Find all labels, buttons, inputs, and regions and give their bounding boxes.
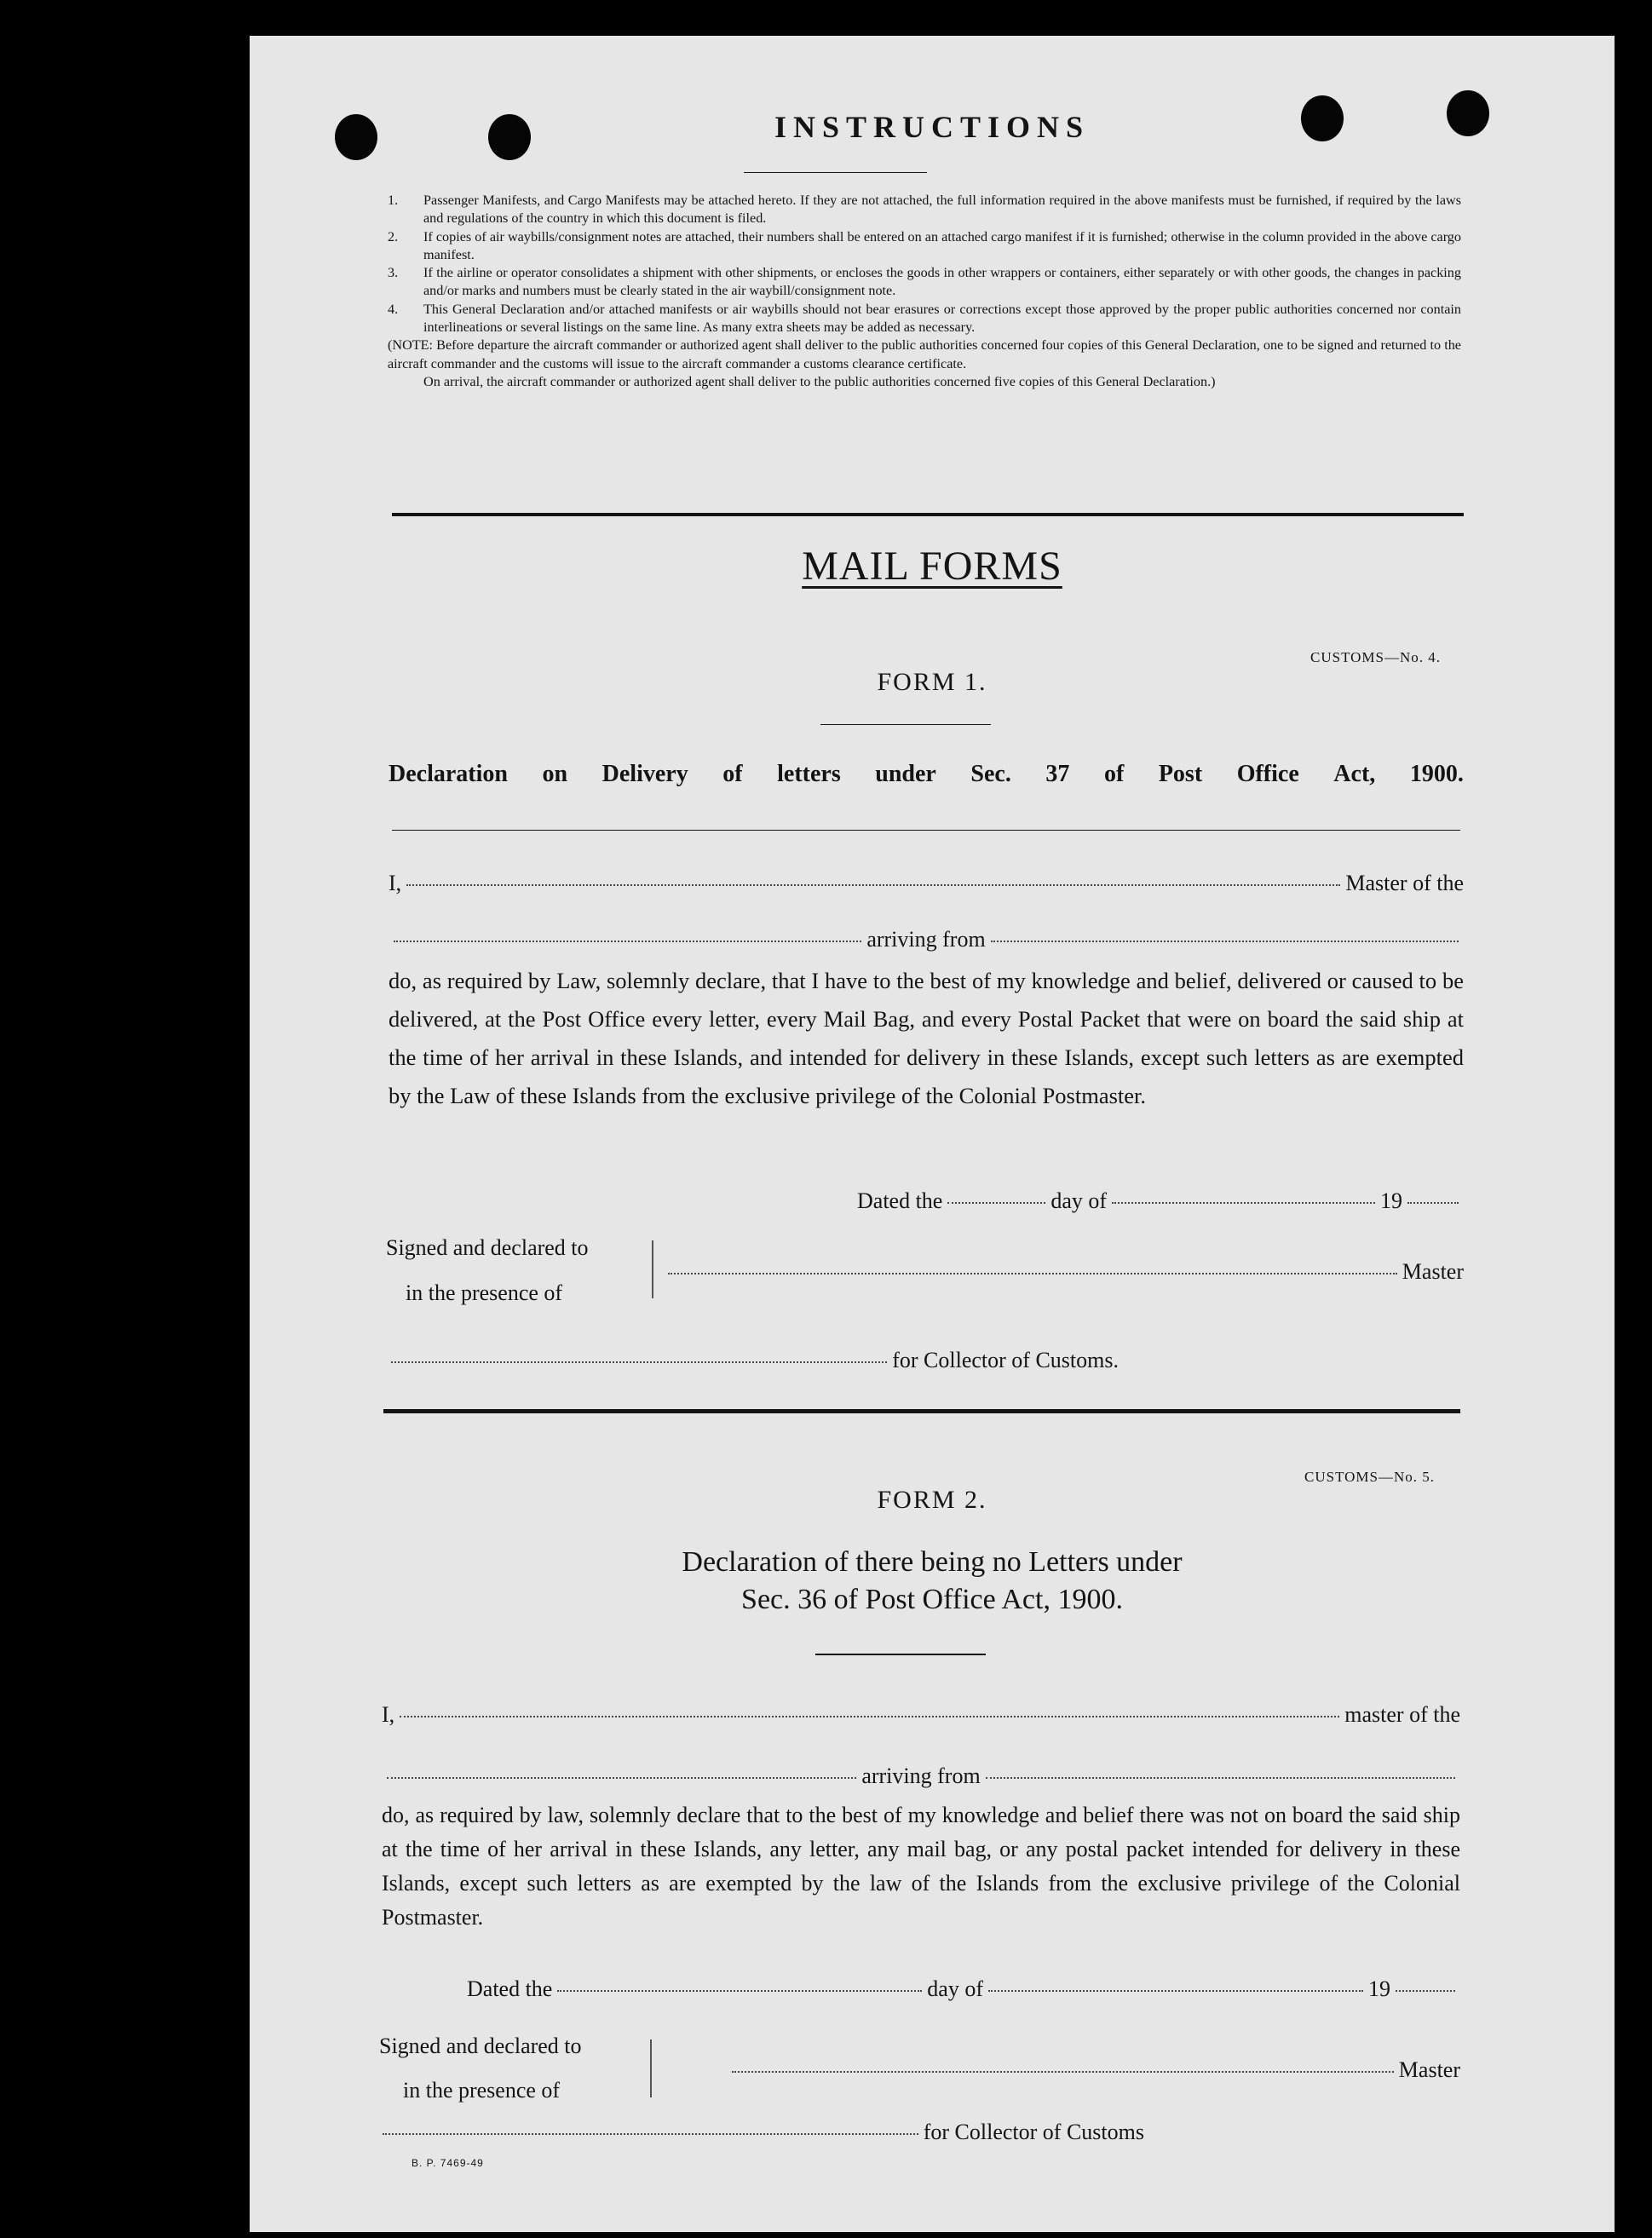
form1-master-signature-line: Master bbox=[663, 1259, 1464, 1285]
origin-field[interactable] bbox=[991, 941, 1459, 942]
form1-declaration-body: do, as required by Law, solemnly declare, that I have to the best of my knowledge and belief, delivered or caused to be delivered, at the Post Office every letter, every Mail Bag, and every Postal Packet that were on board the said ship at the time of her arrival in these Islands, and intended for delivery in these Islands, except such letters as are exempted by the Law of these Islands from the exclusive privilege of the Colonial Postmaster. bbox=[389, 968, 1464, 1108]
form2-presence-label: in the presence of bbox=[403, 2078, 561, 2103]
instruction-item: 1. Passenger Manifests, and Cargo Manifests may be attached hereto. If they are not attached, the full information required in the above manifests must be furnished, if required by the laws and regulations of the country in which this document is filed. bbox=[388, 193, 1461, 227]
heading-underline bbox=[744, 172, 927, 173]
date-year-field[interactable] bbox=[1396, 1990, 1455, 1992]
form-divider bbox=[383, 1409, 1460, 1413]
form2-master-line: I, master of the bbox=[382, 1702, 1460, 1727]
form2-dated-line: Dated the day of 19 bbox=[467, 1976, 1460, 2002]
date-month-field[interactable] bbox=[988, 1990, 1363, 1992]
form1-customs-number: CUSTOMS—No. 4. bbox=[1310, 649, 1442, 665]
master-signature-field[interactable] bbox=[732, 2071, 1394, 2073]
form1-brace bbox=[652, 1240, 653, 1298]
date-year-field[interactable] bbox=[1407, 1202, 1459, 1204]
collector-signature-field[interactable] bbox=[383, 2133, 918, 2135]
form1-signed-label: Signed and declared to bbox=[386, 1235, 589, 1260]
master-name-field[interactable] bbox=[400, 1716, 1339, 1717]
ship-name-field[interactable] bbox=[394, 941, 861, 942]
instructions-heading: INSTRUCTIONS bbox=[774, 110, 1091, 144]
form2-arriving-line: arriving from bbox=[382, 1763, 1460, 1789]
form1-master-line: I, Master of the bbox=[389, 871, 1464, 895]
instructions-list bbox=[388, 192, 1461, 391]
form-print-code: B. P. 7469-49 bbox=[412, 2157, 484, 2169]
date-day-field[interactable] bbox=[947, 1202, 1045, 1204]
date-day-field[interactable] bbox=[557, 1990, 922, 1992]
instruction-item: 4. This General Declaration and/or attached manifests or air waybills should not bear erasures or corrections except those approved by the proper public authorities concerned nor contain interlineations or several listings on the same line. As many extra sheets may be added as necessary. bbox=[388, 301, 1461, 336]
ship-name-field[interactable] bbox=[387, 1777, 856, 1779]
instruction-item: 3. If the airline or operator consolidates a shipment with other shipments, or encloses the goods in other wrappers or containers, either separately or with other goods, the changes in packing and/or marks and numbers must be clearly stated in the air waybill/consignment note. bbox=[388, 265, 1461, 299]
date-month-field[interactable] bbox=[1112, 1202, 1375, 1204]
form1-title-rule bbox=[820, 724, 991, 725]
form1-divider bbox=[392, 830, 1460, 831]
form2-master-signature-line: Master bbox=[727, 2057, 1460, 2083]
form2-declaration-title: Declaration of there being no Letters under Sec. 36 of Post Office Act, 1900. bbox=[682, 1546, 1183, 1615]
document-page bbox=[250, 36, 1615, 2232]
form1-declaration-title: Declaration on Delivery of letters under Sec. 37 of Post Office Act, 1900. bbox=[389, 761, 1464, 787]
master-name-field[interactable] bbox=[406, 884, 1340, 886]
form2-title-rule bbox=[815, 1654, 986, 1655]
master-signature-field[interactable] bbox=[668, 1273, 1397, 1274]
form2-signed-label: Signed and declared to bbox=[379, 2034, 582, 2058]
form1-title: FORM 1. bbox=[877, 668, 987, 696]
form1-collector-line: for Collector of Customs. bbox=[386, 1348, 1119, 1373]
instruction-note-arrival: On arrival, the aircraft commander or authorized agent shall deliver to the public authorities concerned five copies of this General Declaration.) bbox=[423, 373, 1216, 389]
form2-customs-number: CUSTOMS—No. 5. bbox=[1304, 1469, 1436, 1485]
form1-dated-line: Dated the day of 19 bbox=[857, 1188, 1464, 1214]
instruction-note: (NOTE: Before departure the aircraft commander or authorized agent shall deliver to the public authorities concerned four copies of this General Declaration, one to be signed and returned to the aircraft commander and the customs will issue to the aircraft commander a customs clearance certificate. bbox=[388, 337, 1461, 371]
instruction-item: 2. If copies of air waybills/consignment notes are attached, their numbers shall be entered on an attached cargo manifest if it is furnished; otherwise in the column provided in the above cargo manifest. bbox=[388, 228, 1461, 262]
form2-title: FORM 2. bbox=[877, 1486, 987, 1514]
section-divider bbox=[392, 513, 1464, 516]
form1-presence-label: in the presence of bbox=[406, 1280, 563, 1305]
form2-brace bbox=[650, 2040, 652, 2097]
mail-forms-title: MAIL FORMS bbox=[802, 544, 1062, 589]
form2-declaration-body: do, as required by law, solemnly declare that to the best of my knowledge and belief there was not on board the said ship at the time of her arrival in these Islands, any letter, any mail bag, or any postal packet intended for delivery in these Islands, except such letters as are exempted by the law of the Islands from the exclusive privilege of the Colonial Postmaster. bbox=[382, 1803, 1460, 1930]
collector-signature-field[interactable] bbox=[391, 1361, 887, 1363]
origin-field[interactable] bbox=[986, 1777, 1455, 1779]
form1-arriving-line: arriving from bbox=[389, 927, 1464, 952]
form2-collector-line: for Collector of Customs bbox=[377, 2120, 1144, 2145]
